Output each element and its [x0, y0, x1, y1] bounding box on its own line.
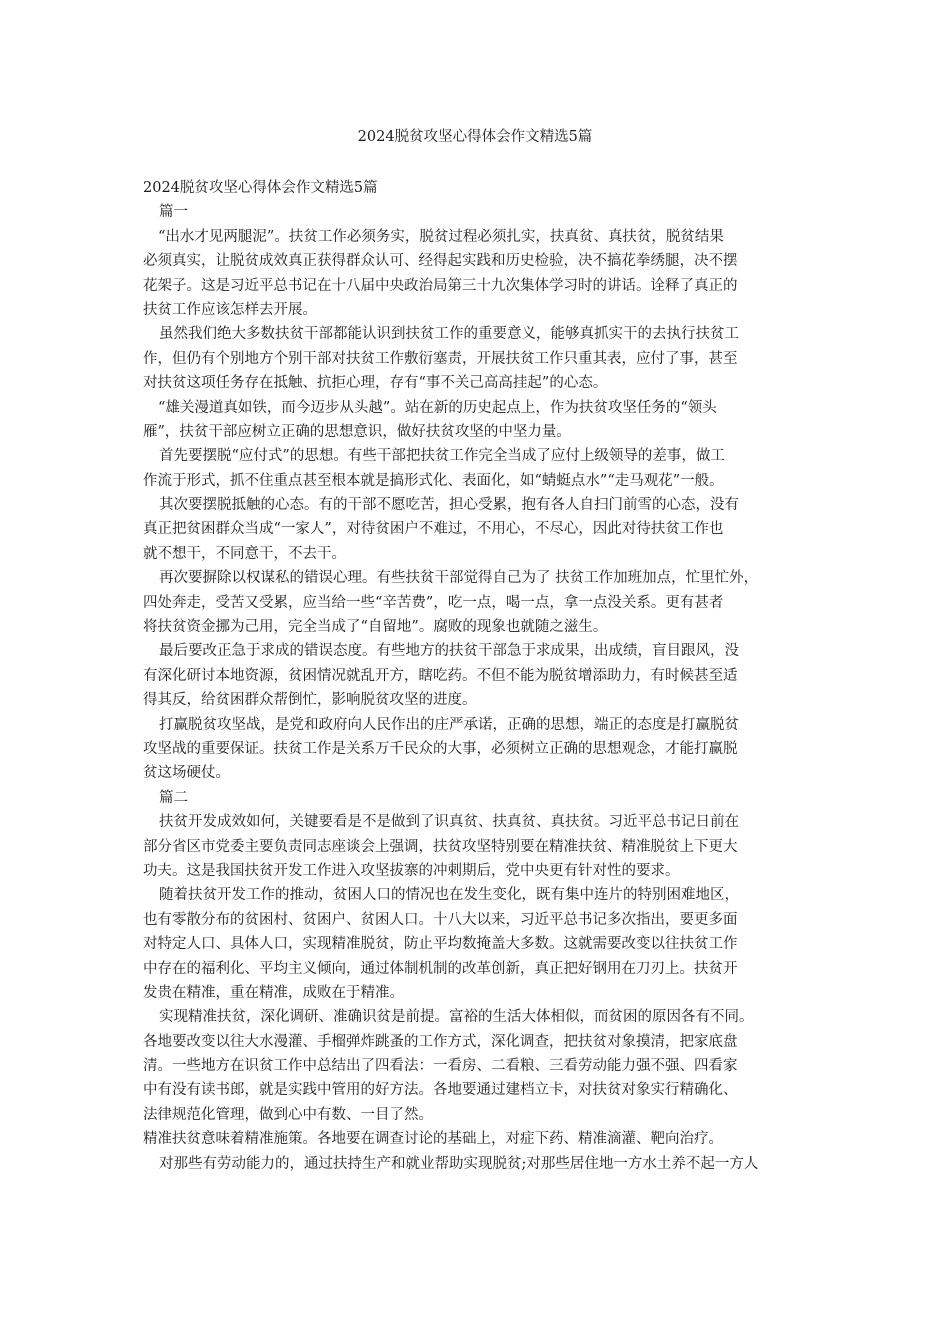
paragraph-line: 作，但仍有个别地方个别干部对扶贫工作敷衍塞责，开展扶贫工作只重其表，应付了事，甚至 [143, 350, 738, 367]
paragraph-line: 首先要摆脱“应付式”的思想。有些干部把扶贫工作完全当成了应付上级领导的差事，做工 [159, 448, 725, 465]
paragraph-line: 部分省区市党委主要负责同志座谈会上强调，扶贫攻坚特别要在精准扶贫、精准脱贫上下更大 [143, 838, 738, 855]
paragraph-line: 也有零散分布的贫困村、贫困户、贫困人口。十八大以来，习近平总书记多次指出，要更多面 [143, 911, 738, 928]
paragraph-line: 最后要改正急于求成的错误态度。有些地方的扶贫干部急于求成果，出成绩，盲目跟风，没 [159, 643, 739, 660]
paragraph-line: 有深化研讨本地资源，贫困情况就乱开方，瞎吃药。不但不能为脱贫增添助力，有时候甚至适 [143, 667, 738, 684]
paragraph-line: “出水才见两腿泥”。扶贫工作必须务实，脱贫过程必须扎实，扶真贫、真扶贫，脱贫结果 [158, 228, 724, 245]
paragraph-line [143, 1176, 815, 1200]
paragraph-line: “雄关漫道真如铁，而今迈步从头越”。站在新的历史起点上，作为扶贫攻坚任务的“领头 [158, 399, 717, 416]
paragraph-line: 中有没有读书郎，就是实践中管用的好方法。各地要通过建档立卡，对扶贫对象实行精确化、 [143, 1082, 738, 1099]
paragraph-line: 虽然我们绝大多数扶贫干部都能认识到扶贫工作的重要意义，能够真抓实干的去执行扶贫工 [159, 326, 739, 343]
paragraph-line: 四处奔走，受苦又受累，应当给一些“辛苦费”，吃一点，喝一点，拿一点没关系。更有甚者 [143, 594, 724, 611]
section-heading-1: 篇一 [159, 204, 188, 221]
paragraph-line: 将扶贫资金挪为己用，完全当成了“自留地”。腐败的现象也就随之滋生。 [143, 619, 608, 636]
document-subtitle: 2024脱贫攻坚心得体会作文精选5篇 [143, 180, 378, 196]
paragraph-line: 雁”，扶贫干部应树立正确的思想意识，做好扶贫攻坚的中坚力量。 [143, 423, 571, 440]
paragraph-line: 功夫。这是我国扶贫开发工作进入攻坚拔寨的冲刺期后，党中央更有针对性的要求。 [143, 862, 680, 879]
paragraph-line: 对那些有劳动能力的，通过扶持生产和就业帮助实现脱贫;对那些居住地一方水土养不起一方人 [159, 1155, 759, 1172]
section-heading-2: 篇二 [159, 789, 188, 806]
paragraph-line: 得其反，给贫困群众帮倒忙，影响脱贫攻坚的进度。 [143, 692, 477, 709]
document-body [143, 176, 815, 1200]
document-title: 2024脱贫攻坚心得体会作文精选5篇 [357, 129, 593, 145]
paragraph-line: 清。一些地方在识贫工作中总结出了四看法：一看房、二看粮、三看劳动能力强不强、四看家 [143, 1058, 738, 1075]
paragraph-line: 攻坚战的重要保证。扶贫工作是关系万千民众的大事，必须树立正确的思想观念，才能打赢脱 [143, 740, 738, 757]
paragraph-line: 必须真实，让脱贫成效真正获得群众认可、经得起实践和历史检验，决不搞花拳绣腿，决不摆 [143, 253, 738, 270]
paragraph-line: 就不想干，不同意干，不去干。 [143, 545, 346, 562]
paragraph-line: 发贵在精准，重在精准，成败在于精准。 [143, 984, 404, 1001]
paragraph-line: 花架子。这是习近平总书记在十八届中央政治局第三十九次集体学习时的讲话。诠释了真正的 [143, 277, 738, 294]
paragraph-line: 其次要摆脱抵触的心态。有的干部不愿吃苦，担心受累，抱有各人自扫门前雪的心态，没有 [159, 497, 739, 514]
paragraph-line: 随着扶贫开发工作的推动，贫困人口的情况也在发生变化，既有集中连片的特别困难地区， [159, 887, 739, 904]
paragraph-line: 真正把贫困群众当成“一家人”，对待贫困户不难过，不用心，不尽心，因此对待扶贫工作也 [143, 521, 724, 538]
paragraph-line: 打赢脱贫攻坚战，是党和政府向人民作出的庄严承诺，正确的思想，端正的态度是打赢脱贫 [159, 716, 739, 733]
paragraph-line: 再次要摒除以权谋私的错误心理。有些扶贫干部觉得自己为了 扶贫工作加班加点，忙里忙外， [159, 570, 759, 587]
paragraph-line: 法律规范化管理，做到心中有数、一目了然。 [143, 1106, 433, 1123]
paragraph-line: 作流于形式，抓不住重点甚至根本就是搞形式化、表面化，如“蜻蜓点水”“走马观花”一般。 [143, 472, 724, 489]
paragraph-line: 贫这场硬仗。 [143, 765, 230, 782]
paragraph-line: 各地要改变以往大水漫灌、手榴弹炸跳蚤的工作方式，深化调查，把扶贫对象摸清，把家底盘 [143, 1033, 738, 1050]
paragraph-line: 实现精准扶贫，深化调研、准确识贫是前提。富裕的生活大体相似，而贫困的原因各有不同。 [159, 1009, 754, 1026]
paragraph-line: 对扶贫这项任务存在抵触、抗拒心理，存有“事不关己高高挂起”的心态。 [143, 375, 608, 392]
paragraph-line: 对特定人口、具体人口，实现精准脱贫，防止平均数掩盖大多数。这就需要改变以往扶贫工作 [143, 936, 738, 953]
paragraph-line: 扶贫开发成效如何，关键要看是不是做到了识真贫、扶真贫、真扶贫。习近平总书记日前在 [159, 814, 739, 831]
paragraph-line: 中存在的福利化、平均主义倾向，通过体制机制的改革创新，真正把好钢用在刀刃上。扶贫开 [143, 960, 738, 977]
paragraph-line: 扶贫工作应该怎样去开展。 [143, 301, 317, 318]
paragraph-line: 精准扶贫意味着精准施策。各地要在调查讨论的基础上，对症下药、精准滴灌、靶向治疗。 [143, 1131, 723, 1148]
